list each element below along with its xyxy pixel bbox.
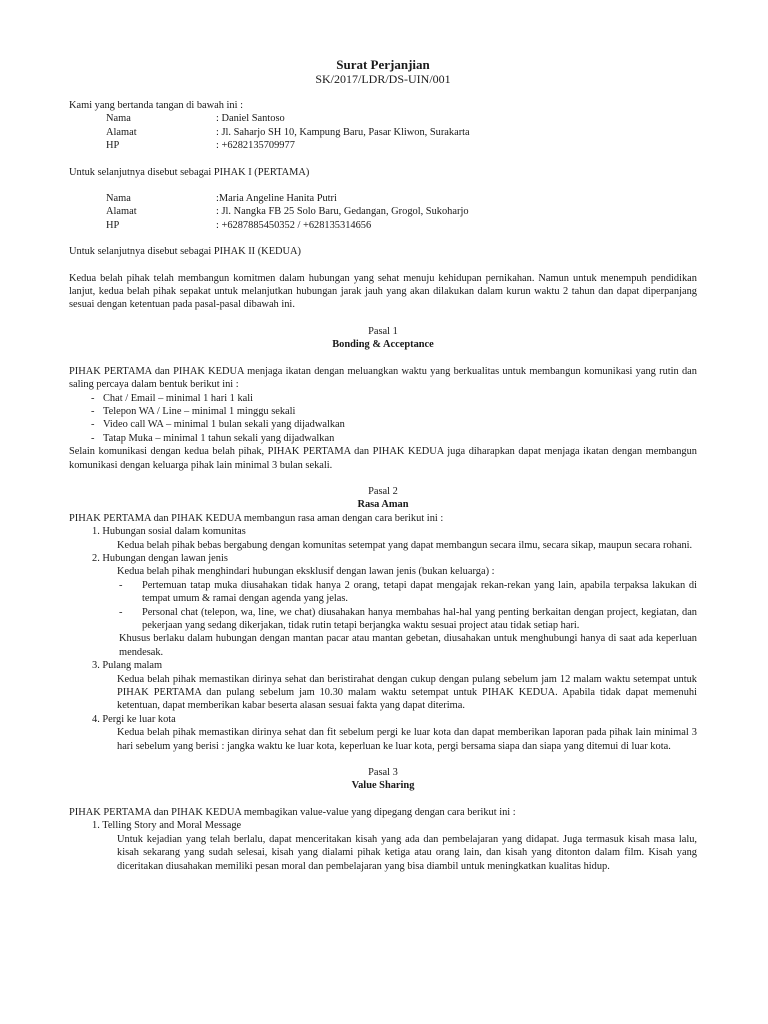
party1-details [69,112,697,152]
party1-address-row [69,126,697,139]
pasal2-item1-text: Kedua belah pihak bebas bergabung dengan komunitas setempat yang dapat membangun secara ilmu, secara sikap, maupun secara rohani. [117,539,693,551]
pasal2-item4-text: Kedua belah pihak memastikan dirinya sehat dan fit sebelum pergi ke luar kota dan dapat memberikan laporan pada pihak lain minimal 3 hari sebelum yang berisi : jangka waktu ke luar kota, keperluan ke luar kota, pergi bersama siapa dan siapa yang ditemui di luar kota. [117,727,697,752]
pasal1-title: Bonding & Acceptance [332,339,434,351]
party1-address-value: : Jl. Saharjo SH 10, Kampung Baru, Pasar Kliwon, Surakarta [216,126,470,138]
document-title: Surat Perjanjian [336,57,430,72]
pasal2-item2-note: Khusus berlaku dalam hubungan dengan mantan pacar atau mantan gebetan, diusahakan untuk menghubungi hanya di saat ada keperluan mendesak. [119,633,697,658]
pasal1-number: Pasal 1 [368,325,398,337]
pasal3-item1-text: Untuk kejadian yang telah berlalu, dapat menceritakan kisah yang ada dan pembelajaran yang didapat. Juga termasuk kisah masa lalu, kisah sekarang yang sudah selesai, kisah yang dialami pihak ketiga atau orang lain, dan kisah yang ditonton dalam film. Kisah yang diceritakan diusahakan memiliki pesan moral dan pembelajaran yang bisa diambil untuk meningkatkan kualitas hidup. [117,833,697,872]
intro-text: Kami yang bertanda tangan di bawah ini : [69,100,243,111]
pasal1-closing: Selain komunikasi dengan kedua belah pihak, PIHAK PERTAMA dan PIHAK KEDUA juga diharapkan dapat menjaga ikatan dengan membangun komunikasi dengan keluarga pihak lain minimal 3 bulan sekali. [69,446,697,471]
party2-phone-row [69,219,697,232]
party2-phone-label: HP [106,219,120,231]
pasal1-intro: PIHAK PERTAMA dan PIHAK KEDUA menjaga ikatan dengan meluangkan waktu yang berkualitas untuk membangun komunikasi yang rutin dan saling percaya dalam bentuk berikut ini : [69,365,697,391]
party1-phone-row [69,139,697,152]
pasal2-item4-label: 4. Pergi ke luar kota [92,713,176,725]
party2-address-row [69,205,697,218]
party2-designation: Untuk selanjutnya disebut sebagai PIHAK II (KEDUA) [69,246,302,258]
pasal3-title: Value Sharing [351,780,415,792]
pasal2-item3-label: 3. Pulang malam [92,660,163,672]
party1-name-label: Nama [106,113,131,125]
pasal3-number: Pasal 3 [368,767,398,779]
party2-name-row [69,192,697,205]
list-item: - Telepon WA / Line – minimal 1 minggu sekali [91,405,296,417]
party1-name-value: : Daniel Santoso [216,113,285,125]
party1-name-row [69,112,697,125]
pasal3-intro: PIHAK PERTAMA dan PIHAK KEDUA membagikan value-value yang dipegang dengan cara berikut ini : [69,806,516,818]
pasal2-title: Rasa Aman [357,499,409,511]
party2-address-label: Alamat [106,206,137,218]
party1-phone-label: HP [106,140,120,152]
pasal2-item1-label: 1. Hubungan sosial dalam komunitas [92,526,246,538]
list-item: - Tatap Muka – minimal 1 tahun sekali yang dijadwalkan [91,432,335,444]
pasal2-number: Pasal 2 [368,485,398,497]
party2-phone-value: : +6287885450352 / +628135314656 [216,219,372,231]
pasal2-item3-text: Kedua belah pihak memastikan dirinya sehat dan beristirahat dengan cukup dengan pulang sebelum jam 12 malam waktu setempat untuk PIHAK PERTAMA dan pulang sebelum jam 10.30 malam waktu setempat untuk PIHAK KEDUA. Apabila tidak dapat memenuhi ketentuan, dapat memberikan kabar beserta alasan sesuai fakta yang dapat diterima. [117,673,697,712]
party2-details [69,192,697,232]
preamble-paragraph: Kedua belah pihak telah membangun komitmen dalam hubungan yang sehat menuju kehidupan pernikahan. Namun untuk menempuh pendidikan lanjut, kedua belah pihak sepakat untuk melanjutkan hubungan jarak jauh yang akan dilakukan dalam kurun waktu 2 tahun dan dapat diperpanjang sesuai dengan ketentuan pada pasal-pasal dibawah ini. [69,272,697,311]
pasal2-item2-text: Kedua belah pihak menghindari hubungan eksklusif dengan lawan jenis (bukan keluarga) : [117,566,495,578]
party1-phone-value: : +6282135709977 [216,140,295,152]
party1-designation: Untuk selanjutnya disebut sebagai PIHAK I (PERTAMA) [69,166,310,178]
party1-address-label: Alamat [106,126,137,138]
pasal2-item2-sublist [69,579,697,633]
party2-name-label: Nama [106,193,131,205]
pasal3-item1-label: 1. Telling Story and Moral Message [92,820,242,832]
agreement-document [69,57,697,873]
pasal2-intro: PIHAK PERTAMA dan PIHAK KEDUA membangun rasa aman dengan cara berikut ini : [69,512,444,524]
list-item: - Chat / Email – minimal 1 hari 1 kali [91,392,254,404]
document-number: SK/2017/LDR/DS-UIN/001 [315,72,451,86]
list-item: - Personal chat (telepon, wa, line, we chat) diusahakan hanya membahas hal-hal yang penting berkaitan dengan project, kegiatan, dan pekerjaan yang sedang dikerjakan, tidak rutin tetapi berjangka waktu sesuai project atau tidak setiap hari. [119,606,697,631]
party2-address-value: : Jl. Nangka FB 25 Solo Baru, Gedangan, Grogol, Sukoharjo [216,206,469,218]
party2-name-value: :Maria Angeline Hanita Putri [216,193,337,205]
list-item: - Pertemuan tatap muka diusahakan tidak hanya 2 orang, tetapi dapat mengajak rekan-rekan yang lain, apabila terpaksa lakukan di tempat umum & ramai dengan agenda yang jelas. [119,579,697,605]
pasal1-list [69,392,697,446]
list-item: - Video call WA – minimal 1 bulan sekali yang dijadwalkan [91,419,345,431]
pasal2-item2-label: 2. Hubungan dengan lawan jenis [92,552,228,564]
